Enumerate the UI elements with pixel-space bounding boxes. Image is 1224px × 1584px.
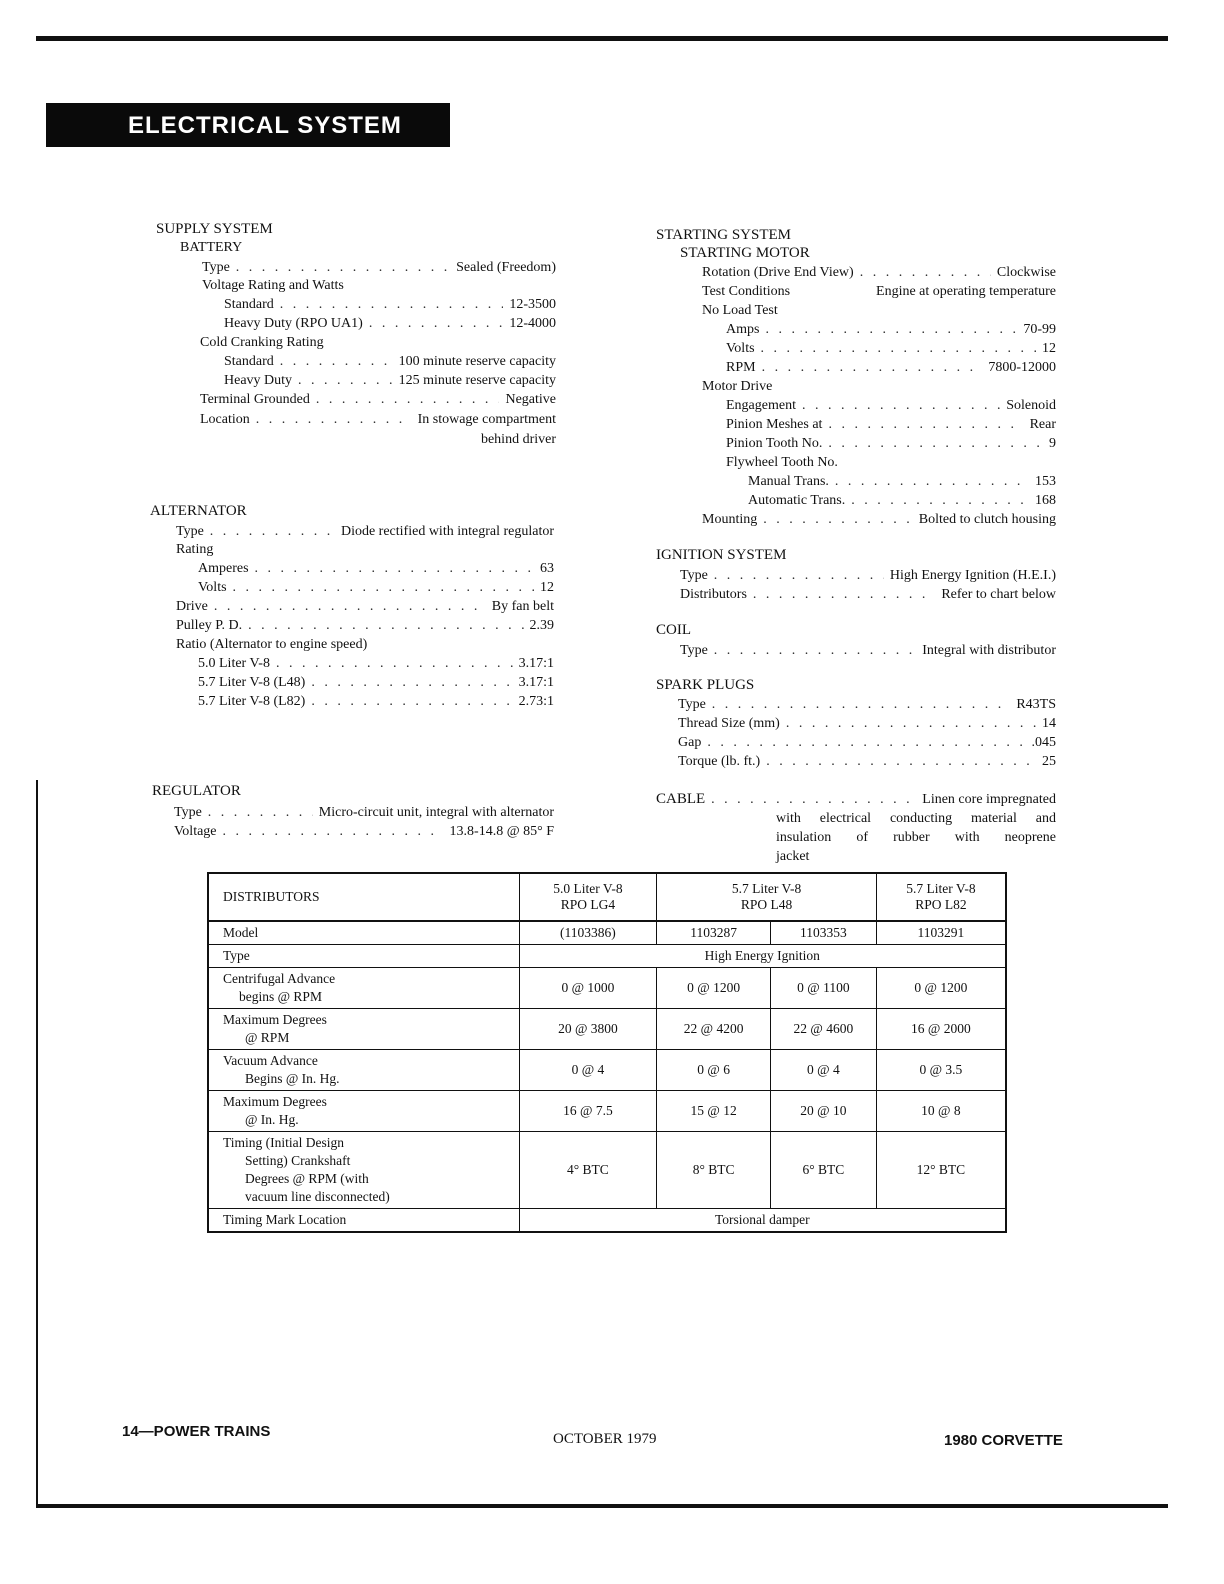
table-cell: 0 @ 1200 <box>657 968 771 1009</box>
label: Pinion Tooth No. <box>726 436 823 451</box>
table-cell: (1103386) <box>519 921 657 945</box>
regulator-type-row <box>174 803 554 822</box>
label: 5.0 Liter V-8 <box>198 656 270 671</box>
thread-size-row <box>678 714 1056 733</box>
starting-system-section <box>656 226 1058 532</box>
label: Pulley P. D. <box>176 618 243 633</box>
spark-plugs-heading: SPARK PLUGS <box>656 677 755 693</box>
label: Standard <box>224 297 274 312</box>
value: Refer to chart below <box>941 587 1056 602</box>
label: Manual Trans. <box>748 474 829 489</box>
alternator-section <box>150 502 556 712</box>
footer-section-label: 14—POWER TRAINS <box>122 1423 271 1440</box>
label: Type <box>202 260 230 275</box>
pulley-row <box>176 616 554 635</box>
standard-row <box>224 295 556 314</box>
engagement-row <box>726 396 1056 415</box>
cable-line: jacket <box>776 849 810 864</box>
table-cell: 0 @ 4 <box>771 1050 877 1091</box>
label: Drive <box>176 599 208 614</box>
rpo-label: RPO L48 <box>740 897 793 912</box>
table-row <box>208 1091 1006 1132</box>
value: 25 <box>1042 754 1056 769</box>
label: Amperes <box>198 561 249 576</box>
label-line: Timing (Initial Design <box>223 1135 345 1150</box>
row-label <box>208 1132 519 1209</box>
engine-label: 5.7 Liter V-8 <box>906 881 976 896</box>
value: 2.73:1 <box>518 694 554 709</box>
table-row <box>208 1132 1006 1209</box>
section-banner <box>46 103 450 147</box>
row-label <box>208 968 519 1009</box>
auto-trans-row <box>748 491 1056 510</box>
starting-motor-heading: STARTING MOTOR <box>680 245 810 261</box>
cable-row <box>656 790 1056 809</box>
label: Type <box>176 524 204 539</box>
coil-section <box>656 621 1058 661</box>
column-header <box>657 873 877 921</box>
label: Voltage <box>174 824 217 839</box>
manual-trans-row <box>748 472 1056 491</box>
spark-plugs-section <box>656 676 1058 772</box>
row-label <box>208 1009 519 1050</box>
value: 125 minute reserve capacity <box>398 373 556 388</box>
value: In stowage compartment <box>417 412 556 427</box>
label: Test Conditions <box>702 284 791 299</box>
table-cell: 0 @ 6 <box>657 1050 771 1091</box>
value: 3.17:1 <box>518 675 554 690</box>
label-line: Setting) Crankshaft <box>245 1153 351 1168</box>
battery-heading: BATTERY <box>180 240 243 255</box>
label-line: Vacuum Advance <box>223 1053 318 1068</box>
label: Rotation (Drive End View) <box>702 265 854 280</box>
table-row <box>208 1009 1006 1050</box>
value: Negative <box>505 392 556 407</box>
table-cell: 1103291 <box>876 921 1006 945</box>
coil-heading: COIL <box>656 622 691 638</box>
heavy-duty-row <box>224 314 556 333</box>
label-line: begins @ RPM <box>239 989 322 1004</box>
label: Type <box>174 805 202 820</box>
alternator-heading: ALTERNATOR <box>150 503 247 519</box>
regulator-heading: REGULATOR <box>152 783 241 799</box>
value: By fan belt <box>491 599 554 614</box>
value: 14 <box>1042 716 1056 731</box>
footer-model: 1980 CORVETTE <box>944 1432 1063 1449</box>
value: 12-4000 <box>509 316 556 331</box>
value: 100 minute reserve capacity <box>398 354 556 369</box>
table-cell: 22 @ 4200 <box>657 1009 771 1050</box>
coil-type-row <box>680 641 1056 660</box>
table-cell: 0 @ 4 <box>519 1050 657 1091</box>
label-line: Begins @ In. Hg. <box>245 1071 340 1086</box>
label-line: @ In. Hg. <box>245 1112 299 1127</box>
label: Torque (lb. ft.) <box>678 754 761 769</box>
row-label: Timing Mark Location <box>208 1209 519 1233</box>
table-cell: 20 @ 10 <box>771 1091 877 1132</box>
value: 168 <box>1035 493 1056 508</box>
supply-system-section <box>154 220 556 460</box>
top-rule <box>36 36 1168 41</box>
value: 70-99 <box>1023 322 1056 337</box>
ratio-row <box>198 692 554 711</box>
table-cell: 0 @ 3.5 <box>876 1050 1006 1091</box>
battery-type-row <box>202 258 556 277</box>
value: R43TS <box>1016 697 1056 712</box>
value: 153 <box>1035 474 1056 489</box>
label-line: vacuum line disconnected) <box>245 1189 390 1204</box>
label: Type <box>680 568 708 583</box>
volts-row <box>198 578 554 597</box>
label: 5.7 Liter V-8 (L82) <box>198 694 306 709</box>
table-cell: 0 @ 1100 <box>771 968 877 1009</box>
table-cell: 1103287 <box>657 921 771 945</box>
table-cell: 0 @ 1200 <box>876 968 1006 1009</box>
table-header-row <box>208 873 1006 921</box>
value: Engine at operating temperature <box>876 284 1056 299</box>
cold-cranking-heading: Cold Cranking Rating <box>200 335 324 350</box>
label: Heavy Duty (RPO UA1) <box>224 316 363 331</box>
amperes-row <box>198 559 554 578</box>
label: Engagement <box>726 398 796 413</box>
plug-type-row <box>678 695 1056 714</box>
table-row <box>208 968 1006 1009</box>
label: Automatic Trans. <box>748 493 846 508</box>
flywheel-heading: Flywheel Tooth No. <box>726 455 838 470</box>
table-cell: 8° BTC <box>657 1132 771 1209</box>
mounting-row <box>702 510 1056 529</box>
value: Bolted to clutch housing <box>918 512 1056 527</box>
row-label <box>208 1091 519 1132</box>
ratio-heading: Ratio (Alternator to engine speed) <box>176 637 368 652</box>
amps-row <box>726 320 1056 339</box>
label-line: Centrifugal Advance <box>223 971 336 986</box>
label: Terminal Grounded <box>200 392 310 407</box>
label: Mounting <box>702 512 758 527</box>
table-cell: 4° BTC <box>519 1132 657 1209</box>
label: Gap <box>678 735 702 750</box>
rotation-row <box>702 263 1056 282</box>
ignition-section <box>656 546 1058 606</box>
terminal-row <box>200 390 556 409</box>
bottom-rule <box>36 1504 1168 1508</box>
volts-row <box>726 339 1056 358</box>
value: Sealed (Freedom) <box>456 260 556 275</box>
label: Type <box>678 697 706 712</box>
no-load-heading: No Load Test <box>702 303 778 318</box>
label-line: Maximum Degrees <box>223 1094 327 1109</box>
row-label: Model <box>208 921 519 945</box>
regulator-voltage-row <box>174 822 554 841</box>
label: Thread Size (mm) <box>678 716 780 731</box>
label-line: @ RPM <box>245 1030 290 1045</box>
column-header <box>519 873 657 921</box>
value: 12-3500 <box>509 297 556 312</box>
value: 12 <box>1042 341 1056 356</box>
row-label <box>208 1050 519 1091</box>
rpo-label: RPO LG4 <box>560 897 616 912</box>
supply-heading: SUPPLY SYSTEM <box>156 221 273 237</box>
label: Volts <box>726 341 755 356</box>
label: Distributors <box>680 587 747 602</box>
ignition-heading: IGNITION SYSTEM <box>656 547 787 563</box>
label: Standard <box>224 354 274 369</box>
cold-heavy-row <box>224 371 556 390</box>
value: 12 <box>540 580 554 595</box>
row-label: Type <box>208 945 519 968</box>
table-cell: Torsional damper <box>519 1209 1006 1233</box>
value: 13.8-14.8 @ 85° F <box>449 824 554 839</box>
starting-heading: STARTING SYSTEM <box>656 227 791 243</box>
rpm-row <box>726 358 1056 377</box>
drive-row <box>176 597 554 616</box>
value: Integral with distributor <box>922 643 1056 658</box>
distributors-row <box>680 585 1056 604</box>
value: Diode rectified with integral regulator <box>340 524 554 539</box>
cable-line: with electrical conducting material and <box>776 811 1056 826</box>
value: Micro-circuit unit, integral with alternator <box>318 805 554 820</box>
value: 9 <box>1049 436 1056 451</box>
location-continued: behind driver <box>480 432 556 447</box>
distributors-table <box>207 872 1007 1233</box>
label: Type <box>680 643 708 658</box>
page-title: ELECTRICAL SYSTEM <box>128 112 402 139</box>
table-row <box>208 945 1006 968</box>
value: .045 <box>1031 735 1056 750</box>
value: 2.39 <box>529 618 554 633</box>
value: 63 <box>540 561 554 576</box>
value: High Energy Ignition (H.E.I.) <box>889 568 1056 583</box>
column-header <box>876 873 1006 921</box>
value: Solenoid <box>1006 398 1056 413</box>
table-row <box>208 1050 1006 1091</box>
label: Amps <box>726 322 760 337</box>
value: Rear <box>1029 417 1056 432</box>
label: CABLE <box>656 791 706 807</box>
torque-row <box>678 752 1056 771</box>
table-cell: 10 @ 8 <box>876 1091 1006 1132</box>
table-cell: High Energy Ignition <box>519 945 1006 968</box>
table-row <box>208 1209 1006 1233</box>
value: Clockwise <box>996 265 1056 280</box>
table-cell: 12° BTC <box>876 1132 1006 1209</box>
label-line: Degrees @ RPM (with <box>245 1171 369 1186</box>
label: 5.7 Liter V-8 (L48) <box>198 675 306 690</box>
test-conditions-row <box>702 282 1056 301</box>
value: Linen core impregnated <box>922 792 1056 807</box>
table-cell: 15 @ 12 <box>657 1091 771 1132</box>
label: Location <box>200 412 250 427</box>
cable-line: insulation of rubber with neoprene <box>776 830 1056 845</box>
label-line: Maximum Degrees <box>223 1012 327 1027</box>
cable-section <box>656 790 1058 866</box>
table-cell: 0 @ 1000 <box>519 968 657 1009</box>
label: Pinion Meshes at <box>726 417 823 432</box>
table-cell: 16 @ 7.5 <box>519 1091 657 1132</box>
voltage-heading: Voltage Rating and Watts <box>202 278 344 293</box>
gap-row <box>678 733 1056 752</box>
location-row <box>200 410 556 429</box>
regulator-section <box>152 782 556 842</box>
table-cell: 22 @ 4600 <box>771 1009 877 1050</box>
pinion-tooth-row <box>726 434 1056 453</box>
table-cell: 6° BTC <box>771 1132 877 1209</box>
cold-standard-row <box>224 352 556 371</box>
ratio-row <box>198 654 554 673</box>
left-rule <box>36 780 38 1506</box>
label: Heavy Duty <box>224 373 293 388</box>
ratio-row <box>198 673 554 692</box>
footer-date: OCTOBER 1979 <box>553 1431 657 1447</box>
table-cell: 1103353 <box>771 921 877 945</box>
engine-label: 5.0 Liter V-8 <box>553 881 623 896</box>
table-cell: 20 @ 3800 <box>519 1009 657 1050</box>
label: Volts <box>198 580 227 595</box>
rpo-label: RPO L82 <box>915 897 967 912</box>
table-cell: 16 @ 2000 <box>876 1009 1006 1050</box>
table-title: DISTRIBUTORS <box>208 873 519 921</box>
alternator-type-row <box>176 522 554 541</box>
motor-drive-heading: Motor Drive <box>702 379 773 394</box>
table-row <box>208 921 1006 945</box>
ignition-type-row <box>680 566 1056 585</box>
value: 7800-12000 <box>988 360 1056 375</box>
value: 3.17:1 <box>518 656 554 671</box>
engine-label: 5.7 Liter V-8 <box>731 881 802 896</box>
rating-heading: Rating <box>176 542 214 557</box>
pinion-meshes-row <box>726 415 1056 434</box>
label: RPM <box>726 360 756 375</box>
